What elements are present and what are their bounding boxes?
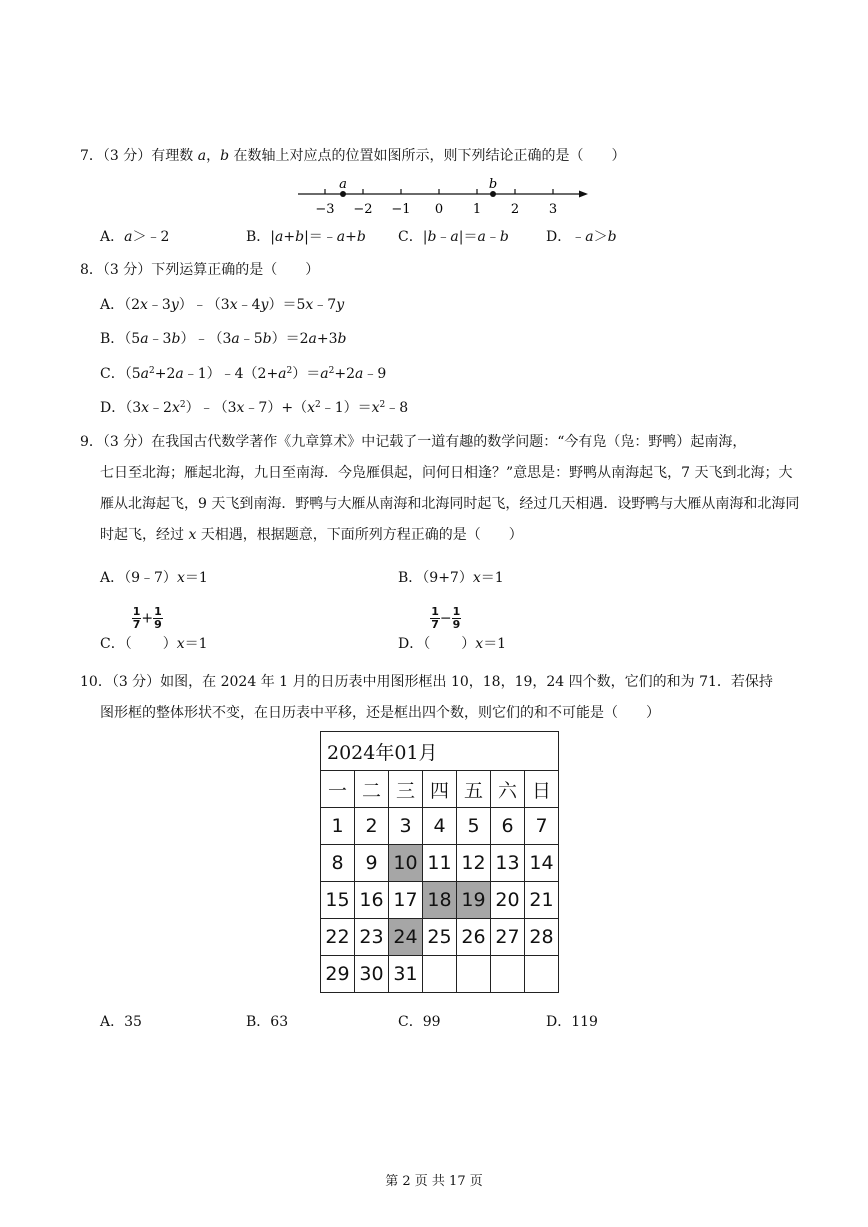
calendar-day: 17: [389, 882, 423, 919]
calendar-title: 2024年01月: [321, 732, 559, 771]
calendar-day: 23: [355, 919, 389, 956]
calendar-week-row: [321, 919, 559, 956]
calendar-week-row: [321, 845, 559, 882]
q10-option-c: [398, 1012, 441, 1032]
q9-option-a: A．（9﹣7）x＝1: [100, 570, 208, 586]
q7-option-c: C．|b﹣a|＝a﹣b: [398, 229, 509, 245]
q8-option-b: B．（5a﹣3b）﹣（3a﹣5b）＝2a+3b: [100, 331, 347, 347]
q10-option-a: [100, 1012, 142, 1032]
q10-option-d: [546, 1012, 598, 1032]
option-letter: D．: [546, 1014, 572, 1030]
option-letter: C．: [398, 1014, 423, 1030]
calendar-day: 29: [321, 956, 355, 993]
tick-label: 2: [510, 202, 520, 217]
number-line-ticks: [315, 189, 557, 217]
calendar-day: 24: [389, 919, 423, 956]
option-text: 99: [422, 1014, 441, 1030]
calendar-weekday: 三: [389, 771, 423, 808]
option-letter: B．: [246, 1014, 271, 1030]
number-line-arrow: [579, 191, 588, 198]
q9-option-d: D．（ $\frac{1}{7}$ − $\frac{1}{9}$ ）x＝1: [398, 605, 507, 652]
calendar-day: 21: [525, 882, 559, 919]
option-text: 119: [571, 1014, 598, 1030]
calendar-day: [457, 956, 491, 993]
calendar-weekday: 日: [525, 771, 559, 808]
calendar-day: 11: [423, 845, 457, 882]
q10-stem-line2: 图形框的整体形状不变，在日历表中平移，还是框出四个数，则它们的和不可能是（ ）: [100, 705, 660, 721]
q8-option-c: C．$(5a^2+2a﹣1)﹣4(2+a^2)=a^2+2a﹣9$: [100, 366, 387, 382]
calendar-weekday: 五: [457, 771, 491, 808]
calendar-table: [320, 731, 559, 993]
calendar-day: 5: [457, 808, 491, 845]
calendar-weekday: 四: [423, 771, 457, 808]
calendar-day: 16: [355, 882, 389, 919]
tick-label: −2: [353, 202, 373, 217]
q9-stem-rest: 七日至北海；雁起北海，九日至南海．今凫雁俱起，问何日相逢？”意思是：野鸭从南海起飞，7 天飞到北海；大雁从北海起飞，9 天飞到南海．野鸭与大雁从南海和北海同时起飞，经过几天相遇．设野鸭与大雁从南海和北海同时起飞，经过 x 天相遇，根据题意，下面所列方程正确的是（ ）: [100, 465, 800, 543]
calendar-day: 20: [491, 882, 525, 919]
q9-stem-line1: 9．（3 分）在我国古代数学著作《九章算术》中记载了一道有趣的数学问题：“今有凫（凫：野鸭）起南海，: [80, 434, 747, 450]
q7-option-b: B．|a+b|＝﹣a+b: [246, 229, 366, 245]
q10-option-b: [246, 1012, 288, 1032]
q8-option-a: A．（2x﹣3y）﹣（3x﹣4y）＝5x﹣7y: [100, 297, 345, 313]
q10-stem-line1: 10．（3 分）如图，在 2024 年 1 月的日历表中用图形框出 10，18，19，24 四个数，它们的和为 71．若保持: [80, 674, 773, 690]
calendar-day: 1: [321, 808, 355, 845]
tick-label: 3: [548, 202, 558, 217]
calendar-day: 12: [457, 845, 491, 882]
option-letter: A．: [100, 1014, 125, 1030]
calendar-day: 28: [525, 919, 559, 956]
calendar-day: 27: [491, 919, 525, 956]
calendar-day: 8: [321, 845, 355, 882]
q7-stem: 7．（3 分）有理数 a，b 在数轴上对应点的位置如图所示，则下列结论正确的是（ ）: [80, 148, 626, 164]
calendar-weekday: 六: [491, 771, 525, 808]
point-a-label: a: [339, 177, 347, 192]
tick-label: −3: [315, 202, 335, 217]
calendar-day: 30: [355, 956, 389, 993]
calendar-weekday: 一: [321, 771, 355, 808]
tick-label: −1: [391, 202, 411, 217]
q7-option-a: A．a＞﹣2: [100, 229, 170, 245]
calendar-week-row: [321, 808, 559, 845]
calendar-day: 22: [321, 919, 355, 956]
calendar-day: 10: [389, 845, 423, 882]
calendar-day: [525, 956, 559, 993]
calendar-day: 15: [321, 882, 355, 919]
calendar-day: 18: [423, 882, 457, 919]
calendar-day: 4: [423, 808, 457, 845]
calendar-day: 14: [525, 845, 559, 882]
option-text: 35: [124, 1014, 142, 1030]
q9-option-b: B．（9+7）x＝1: [398, 570, 504, 586]
option-text: 63: [270, 1014, 289, 1030]
calendar-day: 2: [355, 808, 389, 845]
calendar-day: 26: [457, 919, 491, 956]
calendar-weekday: 二: [355, 771, 389, 808]
calendar-week-row: [321, 956, 559, 993]
calendar-day: [491, 956, 525, 993]
point-b-label: b: [488, 177, 498, 192]
calendar-week-row: [321, 882, 559, 919]
calendar-day: 6: [491, 808, 525, 845]
calendar-day: 9: [355, 845, 389, 882]
q7-option-d: D．﹣a＞b: [546, 229, 617, 245]
number-line: [290, 172, 600, 218]
page-footer: 第 2 页 共 17 页: [385, 1174, 483, 1189]
q9-option-c: C．（ $\frac{1}{7}$ + $\frac{1}{9}$ ）x＝1: [100, 605, 208, 652]
tick-label: 0: [434, 202, 444, 217]
calendar-day: 13: [491, 845, 525, 882]
tick-label: 1: [472, 202, 482, 217]
calendar-day: 3: [389, 808, 423, 845]
calendar-weekday-row: [321, 771, 559, 808]
calendar-day: [423, 956, 457, 993]
q8-option-d: D．$(3x﹣2x^2)﹣(3x﹣7)+(x^2﹣1)=x^2﹣8$: [100, 400, 409, 416]
calendar-day: 25: [423, 919, 457, 956]
calendar-day: 7: [525, 808, 559, 845]
q8-stem: 8．（3 分）下列运算正确的是（ ）: [80, 262, 320, 278]
calendar-day: 19: [457, 882, 491, 919]
calendar-day: 31: [389, 956, 423, 993]
